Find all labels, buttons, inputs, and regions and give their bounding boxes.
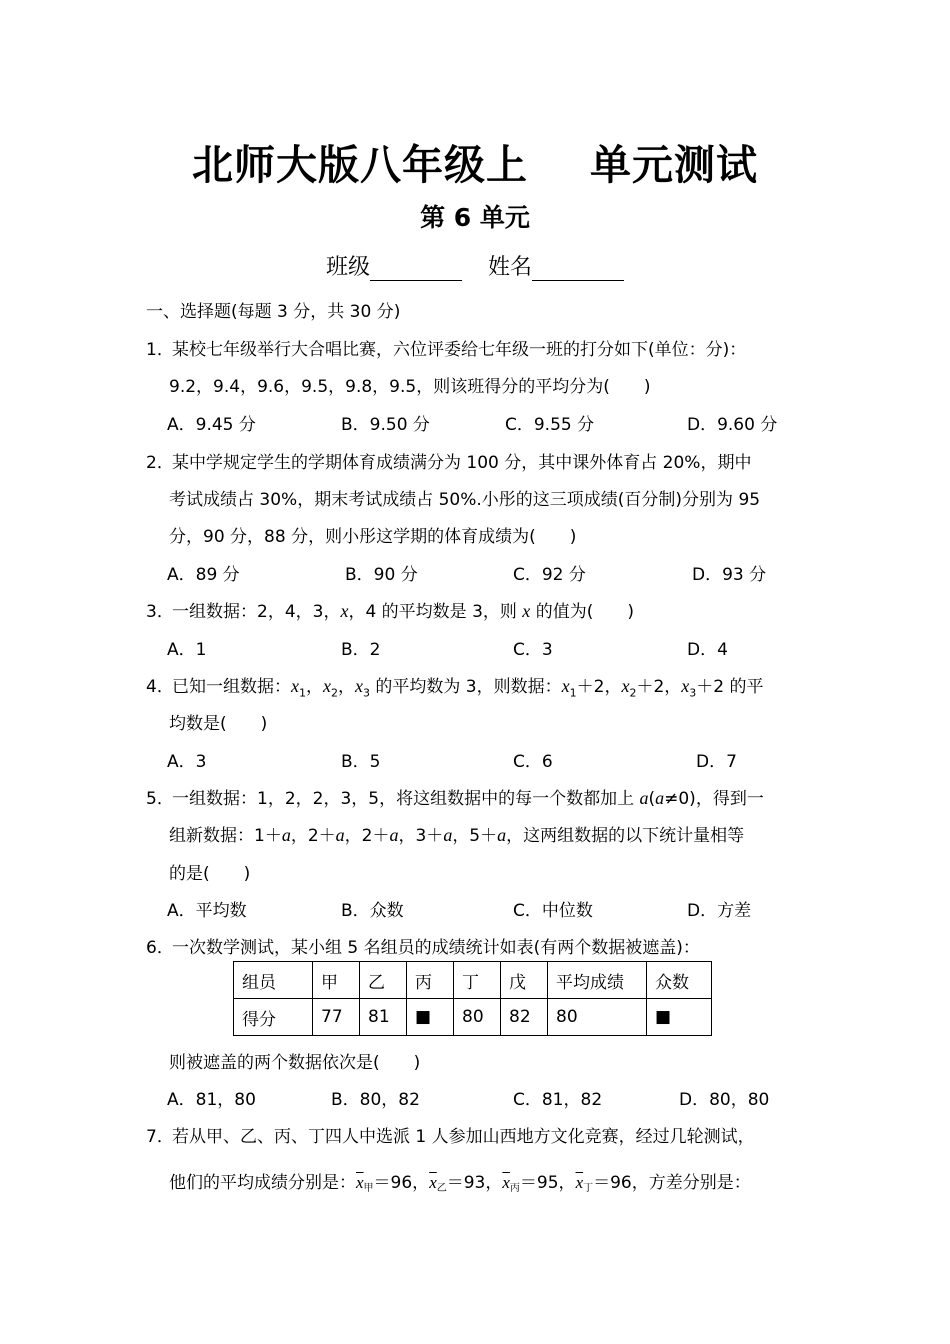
q2-line1: 某中学规定学生的学期体育成绩满分为 100 分，其中课外体育占 20%，期中	[172, 453, 752, 473]
table-cell: 戊	[501, 962, 548, 999]
q1-option-d[interactable]: D．9.60 分	[687, 415, 778, 435]
table-cell: 甲	[313, 962, 360, 999]
class-blank[interactable]	[370, 258, 462, 281]
table-row	[234, 999, 712, 1036]
q1-line2: 9.2，9.4，9.6，9.5，9.8，9.5，则该班得分的平均分为( )	[169, 377, 651, 397]
table-cell: 平均成绩	[548, 962, 647, 999]
q4-option-c[interactable]: C．6	[513, 752, 553, 772]
table-cell: 乙	[360, 962, 407, 999]
table-cell: 80	[548, 999, 647, 1036]
section-heading: 一、选择题(每题 3 分，共 30 分)	[146, 302, 401, 322]
name-label: 姓名	[488, 255, 533, 280]
score-table	[233, 961, 712, 1036]
q6-line1: 一次数学测试，某小组 5 名组员的成绩统计如表(有两个数据被遮盖)：	[172, 938, 700, 958]
q6-line2: 则被遮盖的两个数据依次是( )	[169, 1053, 421, 1073]
q4-option-b[interactable]: B．5	[341, 752, 381, 772]
q4-option-d[interactable]: D．7	[696, 752, 737, 772]
q3-option-a[interactable]: A．1	[167, 640, 207, 660]
q2-option-c[interactable]: C．92 分	[513, 565, 586, 585]
title-left: 北师大版八年级上	[192, 141, 528, 189]
q3-option-b[interactable]: B．2	[341, 640, 381, 660]
q6-number: 6．	[146, 938, 174, 958]
q5-option-c[interactable]: C．中位数	[513, 901, 593, 921]
q5-option-a[interactable]: A．平均数	[167, 901, 247, 921]
table-cell: 丁	[454, 962, 501, 999]
q4-number: 4．	[146, 677, 174, 697]
name-blank[interactable]	[532, 258, 624, 281]
q1-option-c[interactable]: C．9.55 分	[505, 415, 595, 435]
q4-line1: 已知一组数据：$x_1$，$x_2$，$x_3$ 的平均数为 3，则数据：$x_1+2$，$x_2+2$，$x_3+2$ 的平	[172, 676, 764, 700]
q3-option-d[interactable]: D．4	[687, 640, 728, 660]
q5-line3: 的是( )	[169, 864, 251, 884]
class-label: 班级	[325, 255, 370, 280]
q1-number: 1．	[146, 340, 174, 360]
masked-cell: ■	[647, 999, 712, 1036]
q5-option-d[interactable]: D．方差	[687, 901, 752, 921]
q4-line2: 均数是( )	[169, 714, 268, 734]
table-cell: 77	[313, 999, 360, 1036]
q2-number: 2．	[146, 453, 174, 473]
table-cell: 81	[360, 999, 407, 1036]
q7-number: 7．	[146, 1127, 174, 1147]
q6-option-b[interactable]: B．80，82	[331, 1090, 420, 1110]
q5-option-b[interactable]: B．众数	[341, 901, 404, 921]
q4-option-a[interactable]: A．3	[167, 752, 207, 772]
q5-number: 5．	[146, 789, 174, 809]
q5-line2: 组新数据：1＋a，2＋a，2＋a，3＋a，5＋a，这两组数据的以下统计量相等	[169, 825, 745, 846]
q2-option-b[interactable]: B．90 分	[345, 565, 418, 585]
q2-line2: 考试成绩占 30%，期末考试成绩占 50%.小彤的这三项成绩(百分制)分别为 95	[169, 490, 761, 510]
q3-option-c[interactable]: C．3	[513, 640, 553, 660]
table-cell: 众数	[647, 962, 712, 999]
q1-option-b[interactable]: B．9.50 分	[341, 415, 430, 435]
q6-option-d[interactable]: D．80，80	[679, 1090, 770, 1110]
table-cell: 组员	[234, 962, 313, 999]
q1-line1: 某校七年级举行大合唱比赛，六位评委给七年级一班的打分如下(单位：分)：	[172, 340, 747, 360]
table-cell: 82	[501, 999, 548, 1036]
page-title	[0, 132, 950, 191]
q6-option-c[interactable]: C．81，82	[513, 1090, 603, 1110]
table-cell: 丙	[407, 962, 454, 999]
q1-option-a[interactable]: A．9.45 分	[167, 415, 256, 435]
q2-line3: 分，90 分，88 分，则小彤这学期的体育成绩为( )	[169, 527, 577, 547]
q6-option-a[interactable]: A．81，80	[167, 1090, 256, 1110]
table-cell: 得分	[234, 999, 313, 1036]
q5-line1: 一组数据：1，2，2，3，5，将这组数据中的每一个数都加上 a(a≠0)，得到一	[172, 788, 764, 809]
q2-option-d[interactable]: D．93 分	[692, 565, 767, 585]
q7-line1: 若从甲、乙、丙、丁四人中选派 1 人参加山西地方文化竞赛，经过几轮测试，	[172, 1127, 755, 1147]
title-right: 单元测试	[590, 141, 758, 189]
q7-line2: 他们的平均成绩分别是：$\overline{x}$甲＝96，$\overline{x}$乙＝93，$\overline{x}$丙＝95，$\overline{x}$丁＝96，方差分别是：	[169, 1173, 751, 1194]
masked-cell: ■	[407, 999, 454, 1036]
q2-option-a[interactable]: A．89 分	[167, 565, 240, 585]
q3-number: 3．	[146, 602, 174, 622]
class-name-line	[0, 250, 950, 281]
unit-subtitle: 第 6 单元	[420, 203, 530, 232]
table-row	[234, 962, 712, 999]
table-cell: 80	[454, 999, 501, 1036]
q3-line1: 一组数据：2，4，3，x，4 的平均数是 3，则 x 的值为( )	[172, 601, 634, 622]
